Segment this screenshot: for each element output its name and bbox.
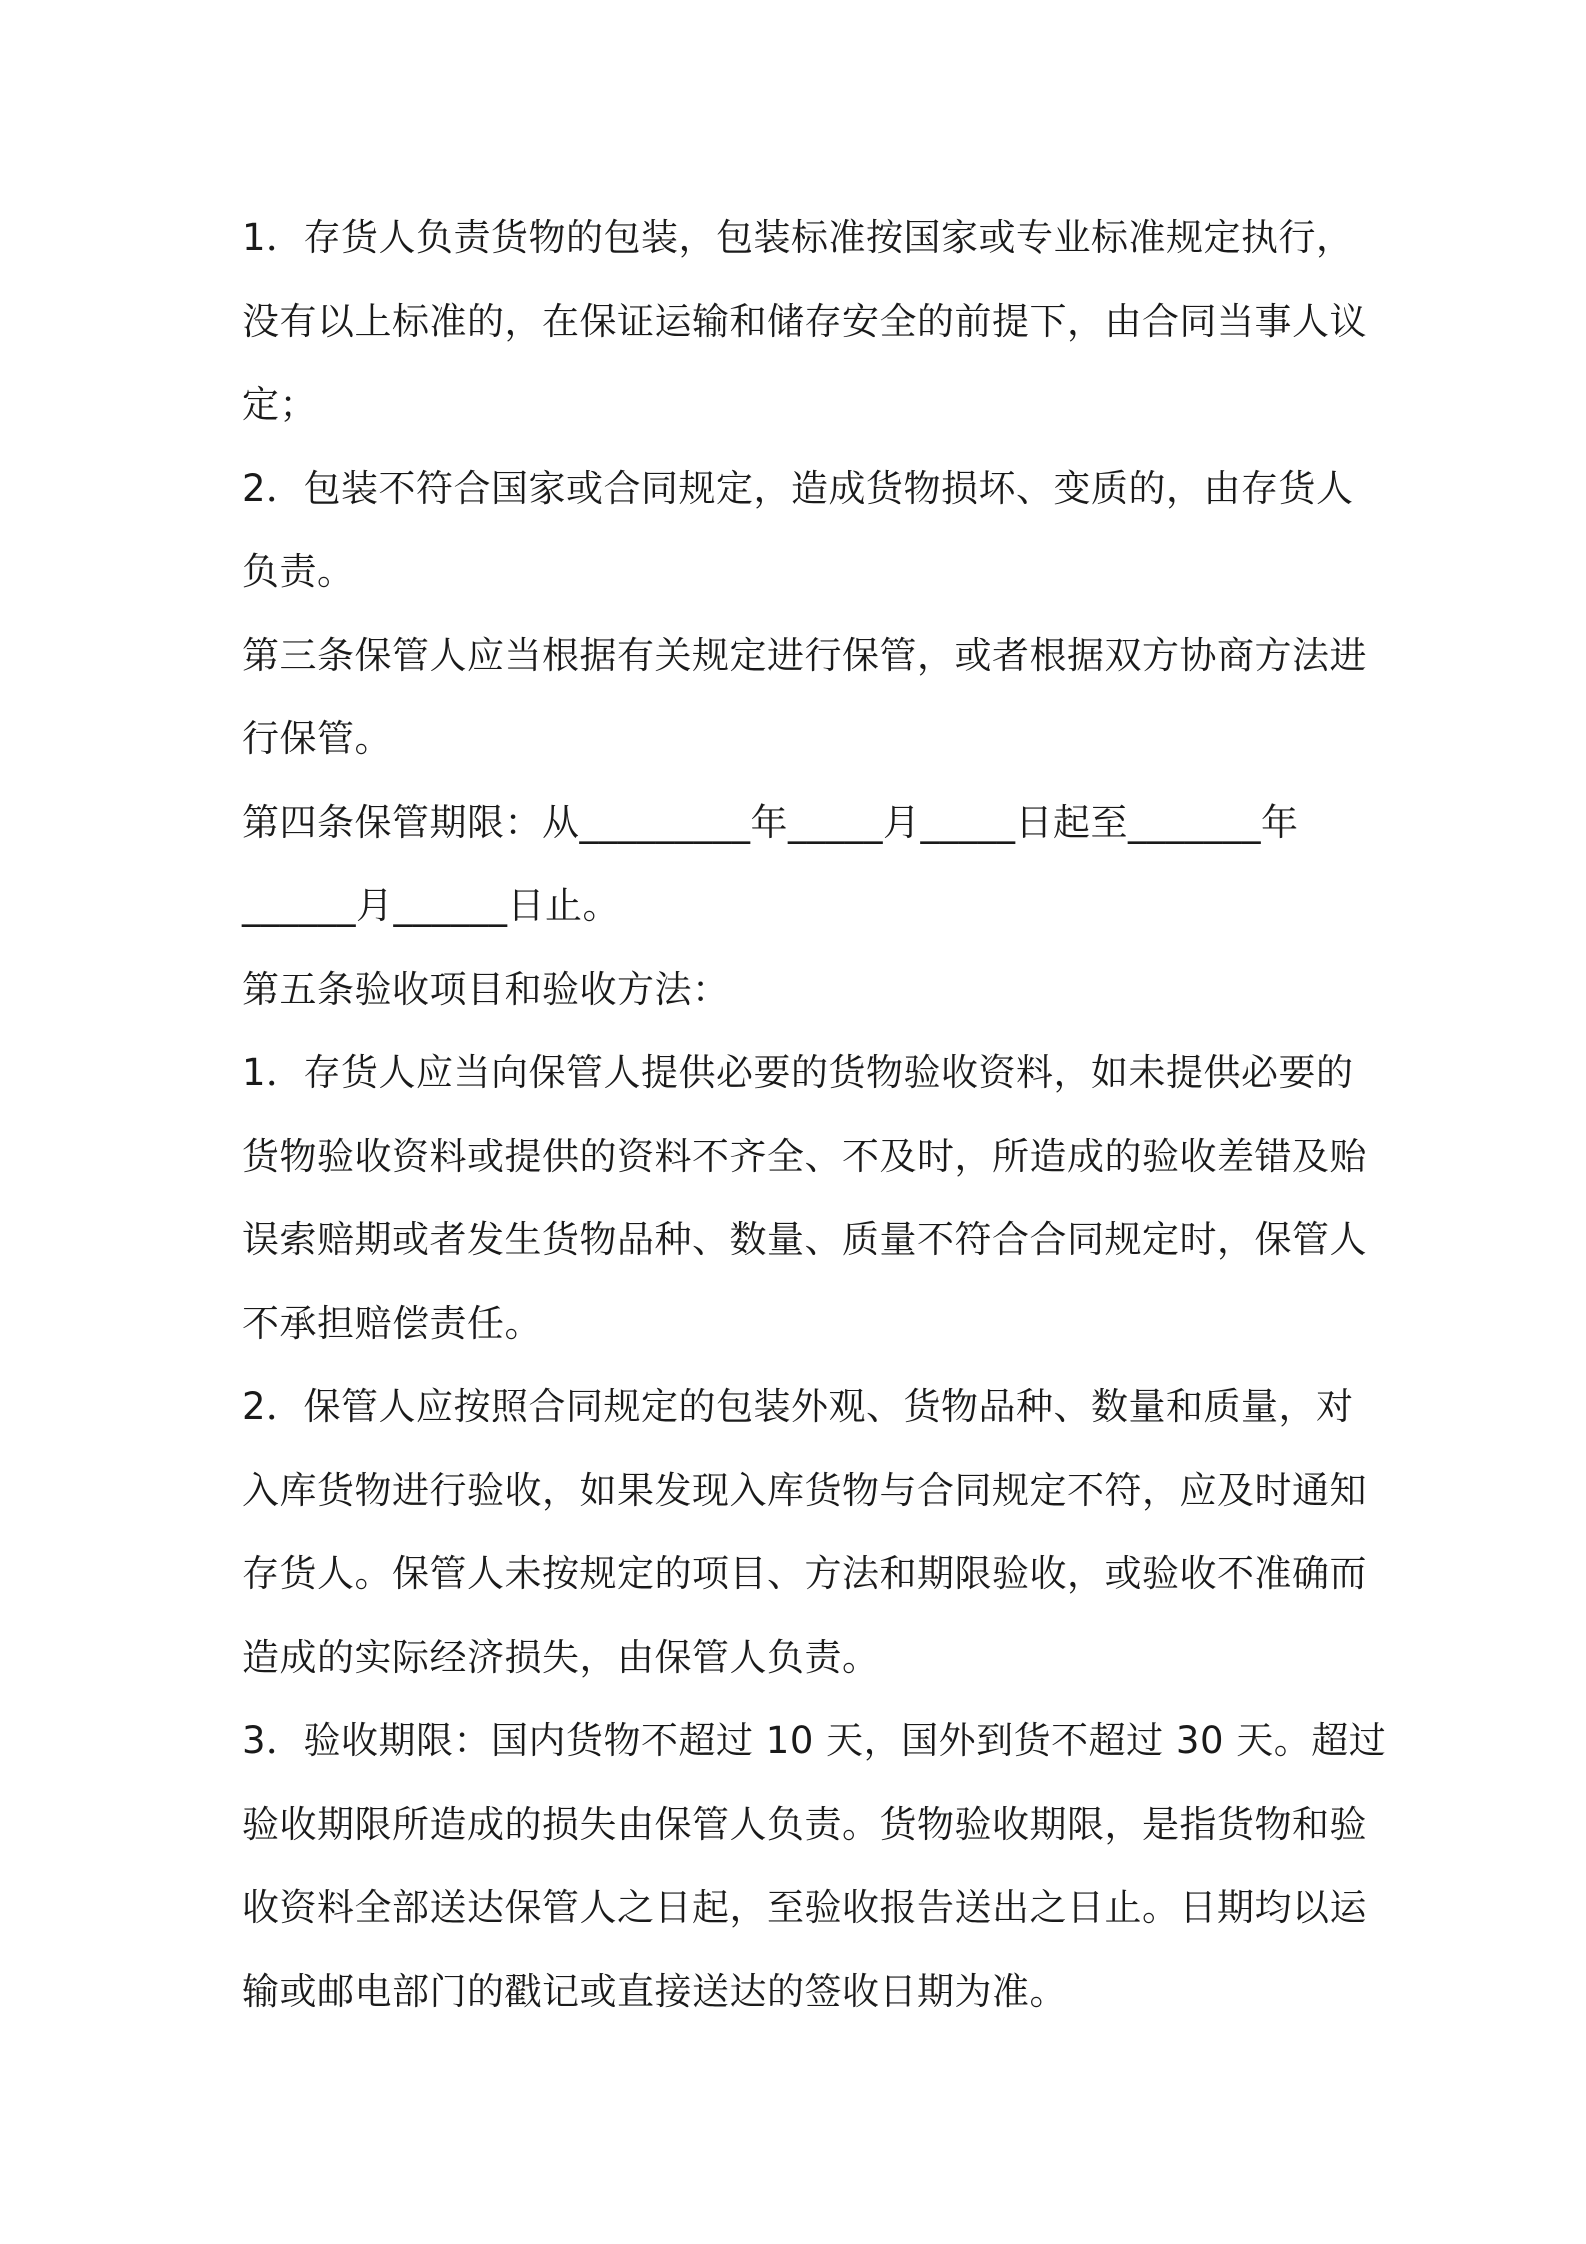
text-line: 误索赔期或者发生货物品种、数量、质量不符合合同规定时，保管人 xyxy=(242,1218,1367,1261)
text-line: 1．存货人应当向保管人提供必要的货物验收资料，如未提供必要的 xyxy=(242,1051,1354,1094)
text-line: ______月______日止。 xyxy=(242,884,620,927)
article-5-item-1 xyxy=(242,1031,1367,1365)
text-line: 3．验收期限：国内货物不超过 10 天，国外到货不超过 30 天。超过 xyxy=(242,1719,1387,1762)
text-line: 负责。 xyxy=(242,550,355,593)
text-line: 第五条验收项目和验收方法： xyxy=(242,967,730,1011)
text-line: 第四条保管期限：从_________年_____月_____日起至_______年 xyxy=(242,800,1299,844)
article-3 xyxy=(242,614,1367,781)
article-5-heading xyxy=(242,948,1360,1032)
text-line: 存货人。保管人未按规定的项目、方法和期限验收，或验收不准确而 xyxy=(242,1552,1367,1595)
text-line: 不承担赔偿责任。 xyxy=(242,1301,542,1345)
text-line: 验收期限所造成的损失由保管人负责。货物验收期限，是指货物和验 xyxy=(242,1802,1367,1846)
document-body xyxy=(242,196,1387,2033)
text-line: 输或邮电部门的戳记或直接送达的签收日期为准。 xyxy=(242,1969,1067,2013)
clause-packaging-2 xyxy=(242,447,1360,614)
text-line: 造成的实际经济损失，由保管人负责。 xyxy=(242,1635,880,1679)
text-line: 货物验收资料或提供的资料不齐全、不及时，所造成的验收差错及贻 xyxy=(242,1134,1367,1178)
text-line: 1．存货人负责货物的包装，包装标准按国家或专业标准规定执行， xyxy=(242,216,1354,259)
text-line: 没有以上标准的，在保证运输和储存安全的前提下，由合同当事人议 xyxy=(242,299,1367,343)
text-line: 收资料全部送达保管人之日起，至验收报告送出之日止。日期均以运 xyxy=(242,1886,1367,1929)
article-4-storage-period xyxy=(242,781,1360,948)
text-line: 2．保管人应按照合同规定的包装外观、货物品种、数量和质量，对 xyxy=(242,1385,1354,1428)
text-line: 定； xyxy=(242,383,317,426)
article-5-item-3 xyxy=(242,1699,1387,2033)
clause-packaging-1 xyxy=(242,196,1367,447)
text-line: 行保管。 xyxy=(242,717,392,760)
text-line: 第三条保管人应当根据有关规定进行保管，或者根据双方协商方法进 xyxy=(242,633,1367,677)
article-5-item-2 xyxy=(242,1365,1367,1699)
text-line: 2．包装不符合国家或合同规定，造成货物损坏、变质的，由存货人 xyxy=(242,466,1354,510)
text-line: 入库货物进行验收，如果发现入库货物与合同规定不符，应及时通知 xyxy=(242,1468,1367,1512)
